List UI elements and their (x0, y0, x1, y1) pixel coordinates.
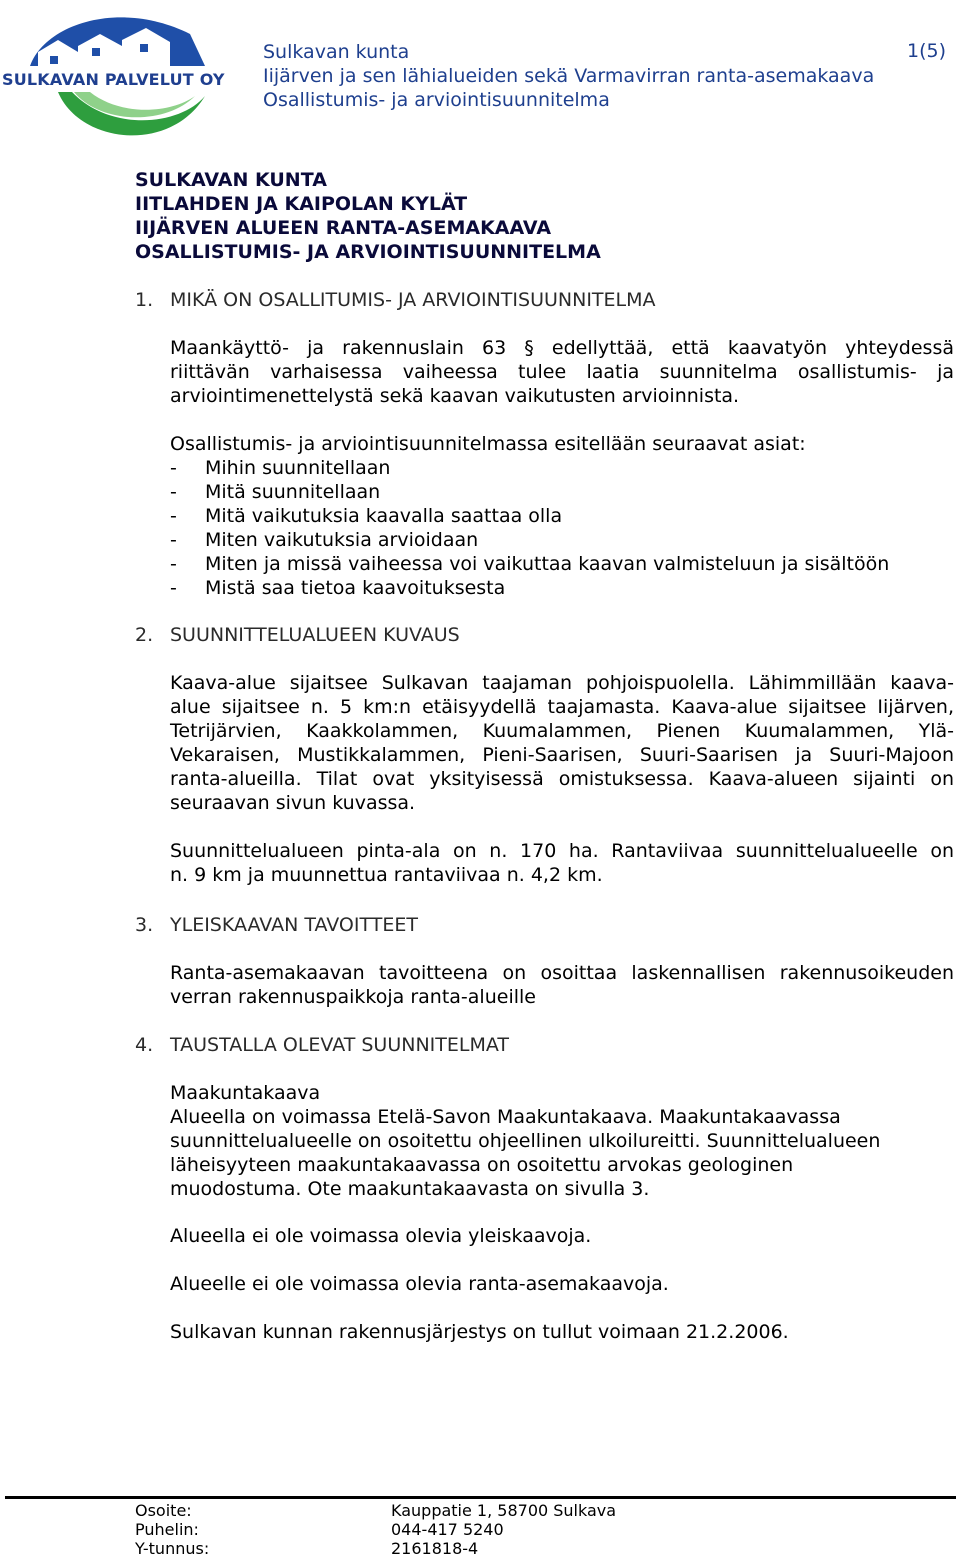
list-dash: - (170, 505, 177, 527)
section-4-paragraph-4 (170, 1320, 954, 1344)
section-1-heading (135, 288, 656, 312)
paragraph-line: Alueella ei ole voimassa olevia yleiskaavoja. (170, 1225, 592, 1247)
section-title: TAUSTALLA OLEVAT SUUNNITELMAT (170, 1034, 509, 1056)
paragraph-line: verran rakennuspaikkoja ranta-alueille (170, 986, 536, 1008)
paragraph-line: Suunnittelualueen pinta-ala on n. 170 ha. Rantaviivaa suunnittelualueelle on (170, 840, 954, 862)
sulkavan-palvelut-logo (0, 4, 240, 154)
section-title: YLEISKAAVAN TAVOITTEET (170, 914, 418, 936)
paragraph-line: n. 9 km ja muunnettua rantaviivaa n. 4,2 km. (170, 864, 603, 886)
list-item-text: Mistä saa tietoa kaavoituksesta (205, 577, 506, 599)
section-number: 1. (135, 289, 154, 311)
paragraph-line: suunnittelualueelle on osoitettu ohjeellinen ulkoilureitti. Suunnittelualueen (170, 1130, 881, 1152)
list-item (170, 528, 889, 552)
section-title: SUUNNITTELUALUEEN KUVAUS (170, 624, 460, 646)
section-1-list (170, 456, 889, 600)
footer-address-value: Kauppatie 1, 58700 Sulkava (391, 1501, 617, 1520)
footer-ytunnus-value: 2161818-4 (391, 1539, 479, 1558)
paragraph-line: läheisyyteen maakuntakaavassa on osoitettu arvokas geologinen (170, 1154, 794, 1176)
title-line-3: IIJÄRVEN ALUEEN RANTA-ASEMAKAAVA (135, 217, 552, 239)
title-line-1: SULKAVAN KUNTA (135, 169, 327, 191)
section-4-paragraph-2 (170, 1224, 954, 1248)
list-dash: - (170, 577, 177, 599)
list-dash: - (170, 553, 177, 575)
list-item (170, 552, 889, 576)
paragraph-line: muodostuma. Ote maakuntakaavasta on sivulla 3. (170, 1178, 650, 1200)
footer-ytunnus-row (135, 1539, 479, 1558)
section-2-paragraph-1 (170, 671, 954, 815)
paragraph-line: Ranta-asemakaavan tavoitteena on osoittaa laskennallisen rakennusoikeuden (170, 962, 954, 984)
document-title (135, 168, 601, 264)
subheading: Maakuntakaava (170, 1082, 321, 1104)
list-item-text: Miten vaikutuksia arvioidaan (205, 529, 479, 551)
list-item (170, 480, 889, 504)
paragraph-line: seuraavan sivun kuvassa. (170, 792, 416, 814)
paragraph-line: arviointimenettelystä sekä kaavan vaikutusten arvioinnista. (170, 385, 740, 407)
title-line-2: IITLAHDEN JA KAIPOLAN KYLÄT (135, 193, 468, 215)
list-item (170, 576, 889, 600)
paragraph-line: Tetrijärvien, Kaakkolammen, Kuumalammen, Pienen Kuumalammen, Ylä- (170, 720, 954, 742)
paragraph-line: ranta-alueilla. Tilat ovat yksityisessä omistuksessa. Kaava-alueen sijainti on (170, 768, 954, 790)
section-title: MIKÄ ON OSALLITUMIS- JA ARVIOINTISUUNNITELMA (170, 289, 656, 311)
section-1-list-intro (170, 432, 954, 456)
paragraph-line: Alueella on voimassa Etelä-Savon Maakuntakaava. Maakuntakaavassa (170, 1106, 841, 1128)
paragraph-line: Maankäyttö- ja rakennuslain 63 § edellyttää, että kaavatyön yhteydessä (170, 337, 954, 359)
section-3-heading (135, 913, 418, 937)
logo-text: SULKAVAN PALVELUT OY (2, 70, 225, 89)
section-number: 4. (135, 1034, 154, 1056)
header-plan-name: Iijärven ja sen lähialueiden sekä Varmavirran ranta-asemakaava (263, 65, 875, 87)
section-4-paragraph-1 (170, 1081, 954, 1201)
list-item (170, 504, 889, 528)
list-dash: - (170, 457, 177, 479)
section-4-paragraph-3 (170, 1272, 954, 1296)
footer-phone-value: 044-417 5240 (391, 1520, 504, 1539)
section-3-paragraph-1 (170, 961, 954, 1009)
section-4-heading (135, 1033, 509, 1057)
section-number: 3. (135, 914, 154, 936)
page-number: 1(5) (906, 40, 946, 62)
section-number: 2. (135, 624, 154, 646)
footer-address-label: Osoite: (135, 1501, 192, 1520)
paragraph-line: Alueelle ei ole voimassa olevia ranta-asemakaavoja. (170, 1273, 669, 1295)
paragraph-line: Kaava-alue sijaitsee Sulkavan taajaman pohjoispuolella. Lähimmillään kaava- (170, 672, 954, 694)
paragraph-line: riittävän varhaisessa vaiheessa tulee laatia suunnitelma osallistumis- ja (170, 361, 954, 383)
section-1-paragraph-1 (170, 336, 954, 408)
section-2-paragraph-2 (170, 839, 954, 887)
list-item-text: Miten ja missä vaiheessa voi vaikuttaa kaavan valmisteluun ja sisältöön (205, 553, 890, 575)
paragraph-line: alue sijaitsee n. 5 km:n etäisyydellä taajamasta. Kaava-alue sijaitsee Iijärven, (170, 696, 954, 718)
footer-address-row (135, 1501, 617, 1520)
list-item-text: Mitä vaikutuksia kaavalla saattaa olla (205, 505, 563, 527)
list-item-text: Mitä suunnitellaan (205, 481, 381, 503)
list-item-text: Mihin suunnitellaan (205, 457, 391, 479)
list-dash: - (170, 529, 177, 551)
header-document-type: Osallistumis- ja arviointisuunnitelma (263, 89, 610, 111)
title-line-4: OSALLISTUMIS- JA ARVIOINTISUUNNITELMA (135, 241, 601, 263)
footer-divider (5, 1496, 956, 1499)
paragraph-line: Sulkavan kunnan rakennusjärjestys on tullut voimaan 21.2.2006. (170, 1321, 789, 1343)
section-2-heading (135, 623, 460, 647)
header-municipality: Sulkavan kunta (263, 41, 410, 63)
paragraph-line: Vekaraisen, Mustikkalammen, Pieni-Saarisen, Suuri-Saarisen ja Suuri-Majoon (170, 744, 954, 766)
paragraph-line: Osallistumis- ja arviointisuunnitelmassa esitellään seuraavat asiat: (170, 433, 806, 455)
list-dash: - (170, 481, 177, 503)
footer-phone-label: Puhelin: (135, 1520, 199, 1539)
footer-phone-row (135, 1520, 504, 1539)
list-item (170, 456, 889, 480)
footer-ytunnus-label: Y-tunnus: (135, 1539, 210, 1558)
